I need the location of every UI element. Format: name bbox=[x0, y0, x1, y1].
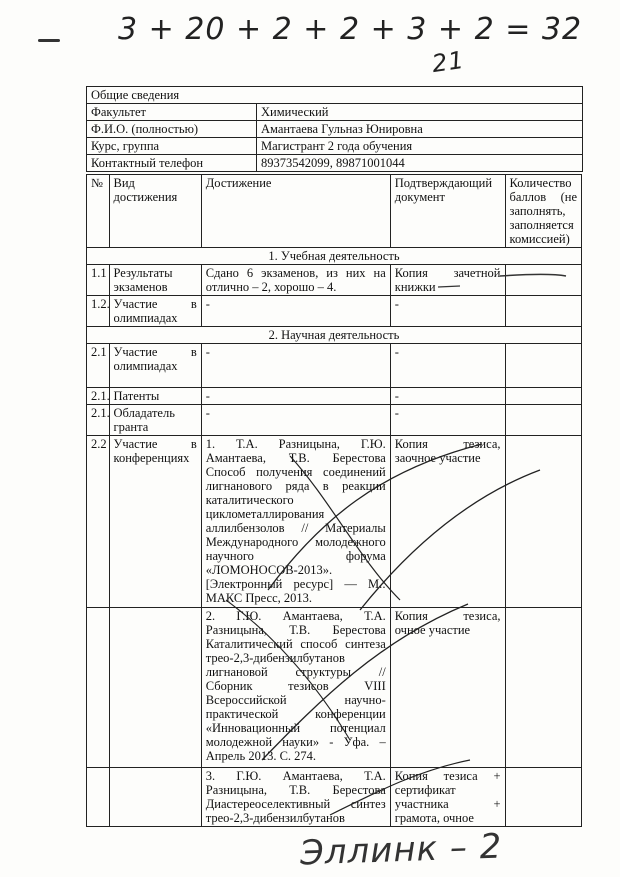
row-kind bbox=[109, 768, 201, 827]
info-label: Ф.И.О. (полностью) bbox=[87, 121, 257, 138]
row-achievement: 2. Г.Ю. Амантаева, Т.А. Разницына, Т.В. Берестова Каталитический способ синтеза трео-2,3-дибензилбутанов лигнановой структуры // Сборник тезисов VIII Всероссийской научно-практической конференции «Инновационный потенциал молодежной науки» - Уфа. – Апрель 2013. С. 274. bbox=[201, 608, 390, 768]
table-header-row bbox=[87, 175, 582, 248]
table-row bbox=[87, 768, 582, 827]
row-achievement: Сдано 6 экзаменов, из них на отлично – 2, хорошо – 4. bbox=[201, 265, 390, 296]
row-num: 1.2. bbox=[87, 296, 110, 327]
info-row bbox=[87, 121, 583, 138]
row-num: 2.2 bbox=[87, 436, 110, 608]
achievements-table bbox=[86, 174, 582, 827]
section-row bbox=[87, 327, 582, 344]
handwritten-footer-note: Эллинк – 2 bbox=[299, 826, 503, 874]
info-value: Амантаева Гульназ Юнировна bbox=[257, 121, 583, 138]
row-achievement: 1. Т.А. Разницына, Г.Ю. Амантаева, Т.В. Берестова Способ получения соединений лигнанового ряда в реакции каталитического циклометаллирования аллилбензолов // Материалы Международного молодежного научного форума «ЛОМОНОСОВ-2013». [Электронный ресурс] — М.: МАКС Пресс, 2013. bbox=[201, 436, 390, 608]
table-row bbox=[87, 436, 582, 608]
header-kind: Вид достижения bbox=[109, 175, 201, 248]
header-achievement: Достижение bbox=[201, 175, 390, 248]
table-row bbox=[87, 265, 582, 296]
handwritten-score-sum: 3 + 20 + 2 + 2 + 3 + 2 = 32 bbox=[118, 12, 583, 47]
table-row bbox=[87, 296, 582, 327]
info-label: Курс, группа bbox=[87, 138, 257, 155]
row-num bbox=[87, 608, 110, 768]
row-score bbox=[505, 265, 582, 296]
row-document: Копия зачетной книжки bbox=[390, 265, 505, 296]
row-kind: Обладатель гранта bbox=[109, 405, 201, 436]
row-document: Копия тезиса, заочное участие bbox=[390, 436, 505, 608]
row-num: 2.1. bbox=[87, 388, 110, 405]
table-row bbox=[87, 344, 582, 388]
row-kind: Патенты bbox=[109, 388, 201, 405]
info-value: Химический bbox=[257, 104, 583, 121]
row-document: - bbox=[390, 405, 505, 436]
section-title: 2. Научная деятельность bbox=[87, 327, 582, 344]
info-row bbox=[87, 104, 583, 121]
table-row bbox=[87, 405, 582, 436]
row-kind: Результаты экзаменов bbox=[109, 265, 201, 296]
info-label: Контактный телефон bbox=[87, 155, 257, 172]
handwritten-score-result: 21 bbox=[430, 45, 467, 79]
info-value: Магистрант 2 года обучения bbox=[257, 138, 583, 155]
row-score bbox=[505, 436, 582, 608]
row-score bbox=[505, 768, 582, 827]
row-achievement: - bbox=[201, 388, 390, 405]
table-row bbox=[87, 608, 582, 768]
row-achievement: - bbox=[201, 344, 390, 388]
row-kind: Участие в олимпиадах bbox=[109, 344, 201, 388]
row-score bbox=[505, 344, 582, 388]
header-document: Подтверждающий документ bbox=[390, 175, 505, 248]
section-title: 1. Учебная деятельность bbox=[87, 248, 582, 265]
info-header: Общие сведения bbox=[87, 87, 583, 104]
row-document: Копия тезиса + сертификат участника + грамота, очное bbox=[390, 768, 505, 827]
row-document: - bbox=[390, 296, 505, 327]
row-kind bbox=[109, 608, 201, 768]
row-kind: Участие в олимпиадах bbox=[109, 296, 201, 327]
table-row bbox=[87, 388, 582, 405]
row-score bbox=[505, 405, 582, 436]
row-document: - bbox=[390, 388, 505, 405]
info-value: 89373542099, 89871001044 bbox=[257, 155, 583, 172]
row-score bbox=[505, 608, 582, 768]
row-achievement: 3. Г.Ю. Амантаева, Т.А. Разницына, Т.В. Берестова Диастереоселективный синтез трео-2,3-дибензилбутанов bbox=[201, 768, 390, 827]
row-achievement: - bbox=[201, 405, 390, 436]
info-label: Факультет bbox=[87, 104, 257, 121]
row-num: 2.1. bbox=[87, 405, 110, 436]
row-num bbox=[87, 768, 110, 827]
row-kind: Участие в конференциях bbox=[109, 436, 201, 608]
header-num: № bbox=[87, 175, 110, 248]
section-row bbox=[87, 248, 582, 265]
info-header-row bbox=[87, 87, 583, 104]
row-document: Копия тезиса, очное участие bbox=[390, 608, 505, 768]
pen-tick-mark bbox=[38, 39, 60, 42]
row-document: - bbox=[390, 344, 505, 388]
header-score: Количество баллов (не заполнять, заполняется комиссией) bbox=[505, 175, 582, 248]
info-row bbox=[87, 138, 583, 155]
general-info-table bbox=[86, 86, 583, 172]
info-row bbox=[87, 155, 583, 172]
row-num: 1.1 bbox=[87, 265, 110, 296]
row-num: 2.1 bbox=[87, 344, 110, 388]
row-score bbox=[505, 388, 582, 405]
row-achievement: - bbox=[201, 296, 390, 327]
row-score bbox=[505, 296, 582, 327]
